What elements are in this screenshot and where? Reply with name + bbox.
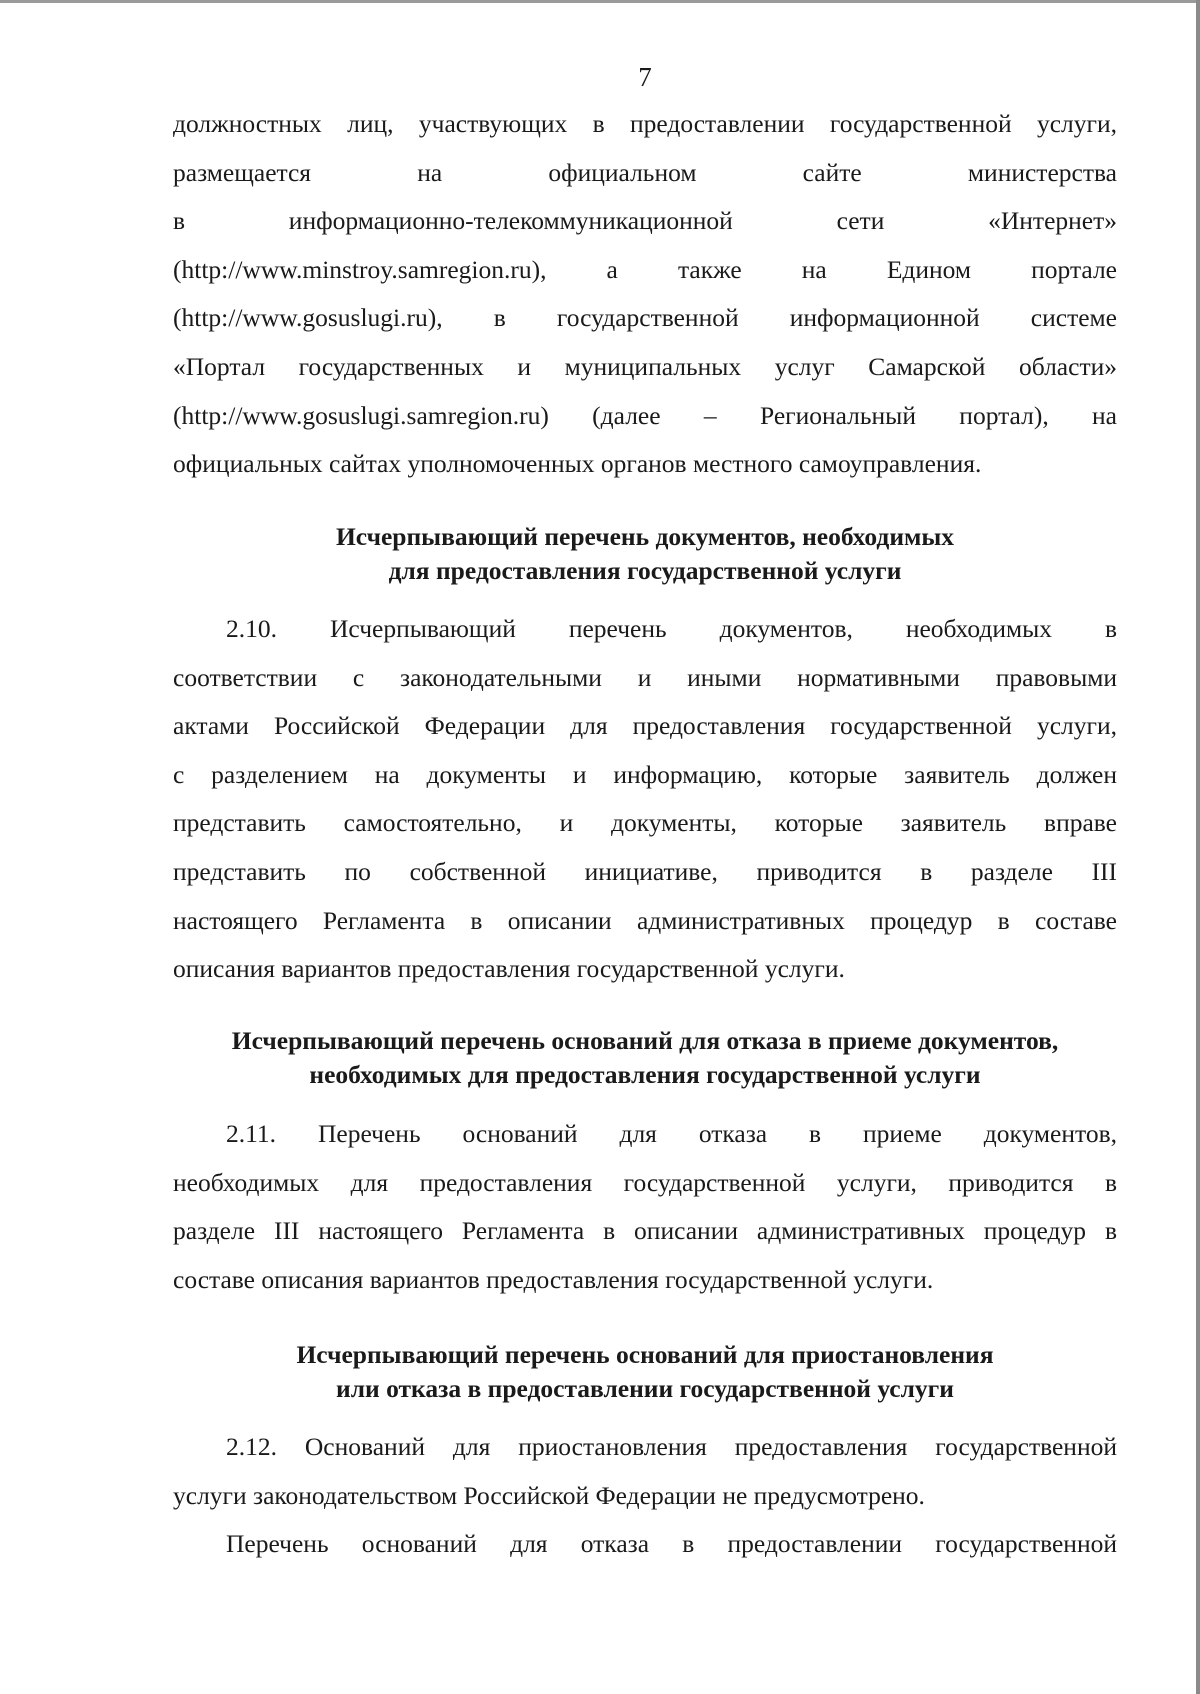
text-line: официальных сайтах уполномоченных органов местного самоуправления. — [173, 449, 982, 479]
text-line: Перечень оснований для отказа в предоставлении государственной — [226, 1529, 1117, 1559]
text-line: актами Российской Федерации для предоставления государственной услуги, — [173, 711, 1117, 741]
text-line: составе описания вариантов предоставления государственной услуги. — [173, 1264, 934, 1294]
text-line: услуги законодательством Российской Федерации не предусмотрено. — [173, 1480, 925, 1510]
paragraph-2-12 — [173, 1423, 1117, 1569]
text-line: с разделением на документы и информацию, которые заявитель должен — [173, 759, 1117, 789]
text-line: соответствии с законодательными и иными нормативными правовыми — [173, 662, 1117, 692]
text-line: размещается на официальном сайте министерства — [173, 157, 1117, 187]
paragraph-publication-sites — [173, 100, 1117, 489]
section-heading-documents — [160, 520, 1130, 588]
text-line: описания вариантов предоставления государственной услуги. — [173, 954, 845, 984]
text-line: в информационно-телекоммуникационной сети «Интернет» — [173, 206, 1117, 236]
text-line: должностных лиц, участвующих в предоставлении государственной услуги, — [173, 109, 1117, 138]
page-number: 7 — [638, 62, 652, 92]
paragraph-2-10 — [173, 605, 1117, 994]
heading-line: Исчерпывающий перечень оснований для приостановления — [296, 1340, 994, 1369]
page-top-edge — [0, 0, 1200, 3]
heading-line: Исчерпывающий перечень оснований для отказа в приеме документов, — [231, 1026, 1059, 1055]
paragraph-2-11 — [173, 1110, 1117, 1304]
text-line: 2.12. Оснований для приостановления предоставления государственной — [226, 1432, 1117, 1461]
text-line: представить самостоятельно, и документы, которые заявитель вправе — [173, 808, 1117, 838]
heading-line: для предоставления государственной услуги — [388, 556, 902, 585]
text-line: «Портал государственных и муниципальных услуг Самарской области» — [173, 351, 1117, 381]
text-line: 2.11. Перечень оснований для отказа в приеме документов, — [226, 1119, 1117, 1148]
section-heading-suspension-refusal — [160, 1338, 1130, 1406]
text-line: разделе III настоящего Регламента в описании административных процедур в — [173, 1216, 1117, 1246]
heading-line: Исчерпывающий перечень документов, необходимых — [335, 522, 955, 551]
heading-line: необходимых для предоставления государственной услуги — [309, 1060, 981, 1089]
heading-line: или отказа в предоставлении государственной услуги — [336, 1374, 954, 1403]
text-line: (http://www.gosuslugi.samregion.ru) (далее – Региональный портал), на — [173, 400, 1117, 430]
section-heading-refusal-acceptance — [160, 1024, 1130, 1092]
text-line: 2.10. Исчерпывающий перечень документов, необходимых в — [226, 614, 1117, 643]
text-line: (http://www.gosuslugi.ru), в государственной информационной системе — [173, 303, 1117, 333]
text-line: настоящего Регламента в описании административных процедур в составе — [173, 905, 1117, 935]
text-line: (http://www.minstroy.samregion.ru), а также на Едином портале — [173, 254, 1117, 284]
page-right-edge — [1196, 0, 1200, 1694]
text-line: необходимых для предоставления государственной услуги, приводится в — [173, 1167, 1117, 1197]
text-line: представить по собственной инициативе, приводится в разделе III — [173, 856, 1117, 886]
